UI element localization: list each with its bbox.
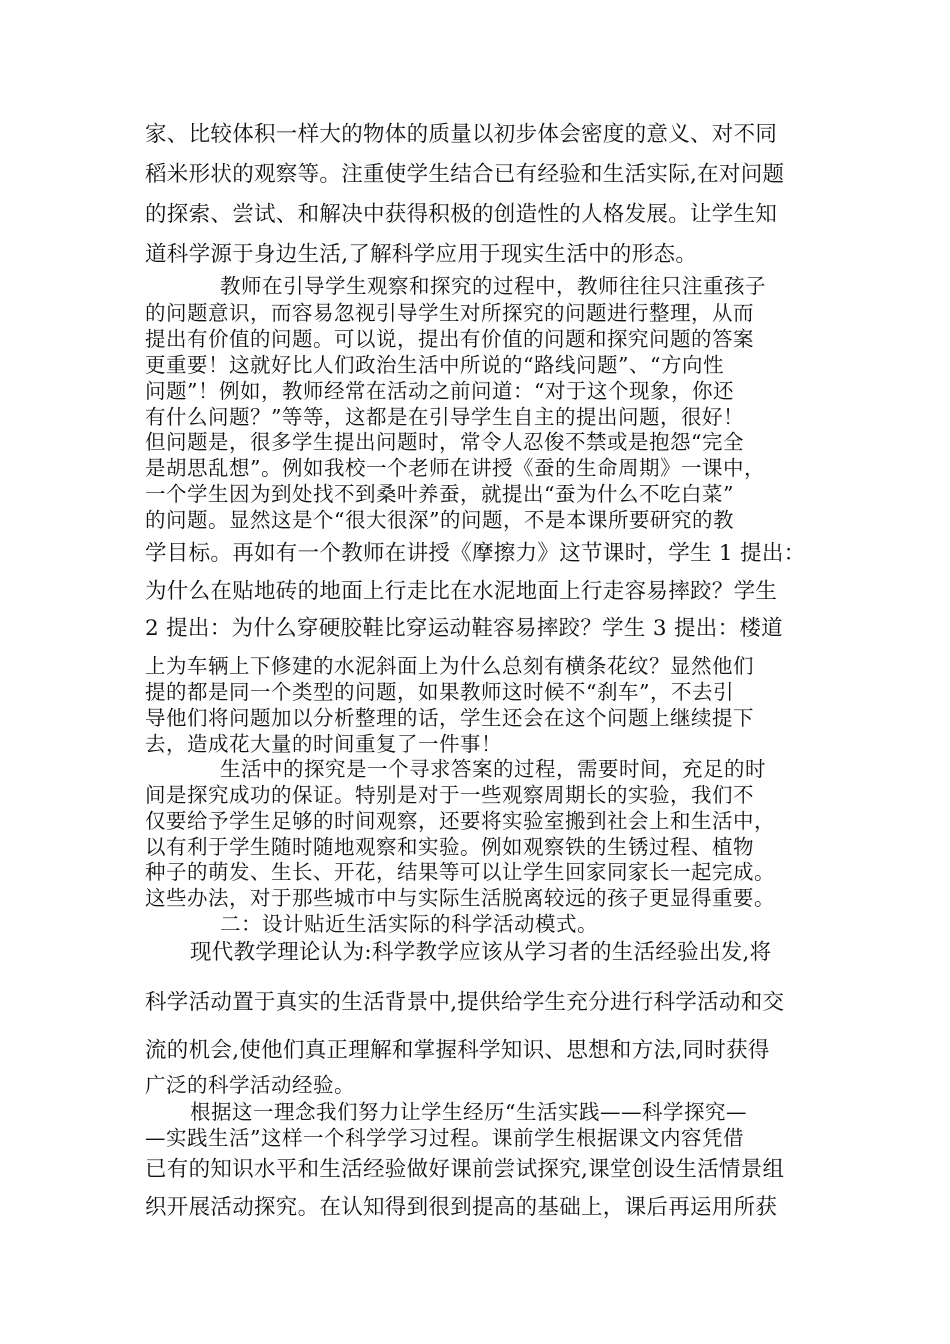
text-line: 提出有价值的问题。可以说，提出有价值的问题和探究问题的答案 — [145, 327, 754, 351]
text-line: 仅要给予学生足够的时间观察，还要将实验室搬到社会上和生活中， — [145, 809, 775, 833]
text-line: 的探索、尝试、和解决中获得积极的创造性的人格发展。让学生知 — [145, 202, 778, 227]
text-line: 问题”！例如，教师经常在活动之前问道：“对于这个现象，你还 — [145, 379, 734, 403]
section-heading: 二：设计贴近生活实际的科学活动模式。 — [220, 912, 598, 936]
text-line: 有什么问题？”等等，这都是在引导学生自主的提出问题，很好！ — [145, 405, 744, 429]
text-line: 道科学源于身边生活,了解科学应用于现实生活中的形态。 — [145, 242, 698, 267]
text-line: 根据这一理念我们努力让学生经历“生活实践——科学探究— — [190, 1100, 747, 1124]
text-line: 织开展活动探究。在认知得到很到提高的基础上，课后再运用所获 — [145, 1195, 778, 1220]
text-line: 学目标。再如有一个教师在讲授《摩擦力》这节课时，学生 1 提出： — [145, 541, 806, 566]
text-line: 上为车辆上下修建的水泥斜面上为什么总刻有横条花纹？显然他们 — [145, 654, 754, 678]
text-line: 一个学生因为到处找不到桑叶养蚕，就提出“蚕为什么不吃白菜” — [145, 482, 734, 506]
text-line: 导他们将问题加以分析整理的话，学生还会在这个问题上继续提下 — [145, 706, 754, 730]
text-line: 但问题是，很多学生提出问题时，常令人忍俊不禁或是抱怨“完全 — [145, 430, 744, 454]
text-line: 以有利于学生随时随地观察和实验。例如观察铁的生锈过程、植物 — [145, 835, 754, 859]
text-line: 的问题意识，而容易忽视引导学生对所探究的问题进行整理，从而 — [145, 301, 754, 325]
text-line: 教师在引导学生观察和探究的过程中，教师往往只注重孩子 — [220, 274, 766, 298]
text-line: —实践生活”这样一个科学学习过程。课前学生根据课文内容凭借 — [145, 1126, 744, 1150]
text-line: 这些办法，对于那些城市中与实际生活脱离较远的孩子更显得重要。 — [145, 886, 775, 910]
text-line: 种子的萌发、生长、开花，结果等可以让学生回家同家长一起完成。 — [145, 860, 775, 884]
text-line: 为什么在贴地砖的地面上行走比在水泥地面上行走容易摔跤？学生 — [145, 579, 778, 604]
text-line: 间是探究成功的保证。特别是对于一些观察周期长的实验，我们不 — [145, 783, 754, 807]
text-line: 2 提出：为什么穿硬胶鞋比穿运动鞋容易摔跤？学生 3 提出：楼道 — [145, 616, 783, 641]
text-line: 已有的知识水平和生活经验做好课前尝试探究,课堂创设生活情景组 — [145, 1157, 785, 1182]
text-line: 稻米形状的观察等。注重使学生结合已有经验和生活实际,在对问题 — [145, 162, 785, 187]
text-line: 是胡思乱想”。例如我校一个老师在讲授《蚕的生命周期》一课中， — [145, 456, 765, 480]
text-line: 广泛的科学活动经验。 — [145, 1073, 355, 1097]
text-line: 更重要！这就好比人们政治生活中所说的“路线问题”、“方向性 — [145, 353, 724, 377]
text-line: 的问题。显然这是个“很大很深”的问题，不是本课所要研究的教 — [145, 508, 734, 532]
text-line: 科学活动置于真实的生活背景中,提供给学生充分进行科学活动和交 — [145, 990, 785, 1015]
text-line: 提的都是同一个类型的问题，如果教师这时候不“刹车”，不去引 — [145, 680, 734, 704]
text-line: 现代教学理论认为:科学教学应该从学习者的生活经验出发,将 — [190, 940, 772, 965]
text-line: 生活中的探究是一个寻求答案的过程，需要时间，充足的时 — [220, 757, 766, 781]
text-line: 家、比较体积一样大的物体的质量以初步体会密度的意义、对不同 — [145, 122, 778, 147]
text-line: 去，造成花大量的时间重复了一件事！ — [145, 732, 502, 756]
text-line: 流的机会,使他们真正理解和掌握科学知识、思想和方法,同时获得 — [145, 1038, 770, 1063]
